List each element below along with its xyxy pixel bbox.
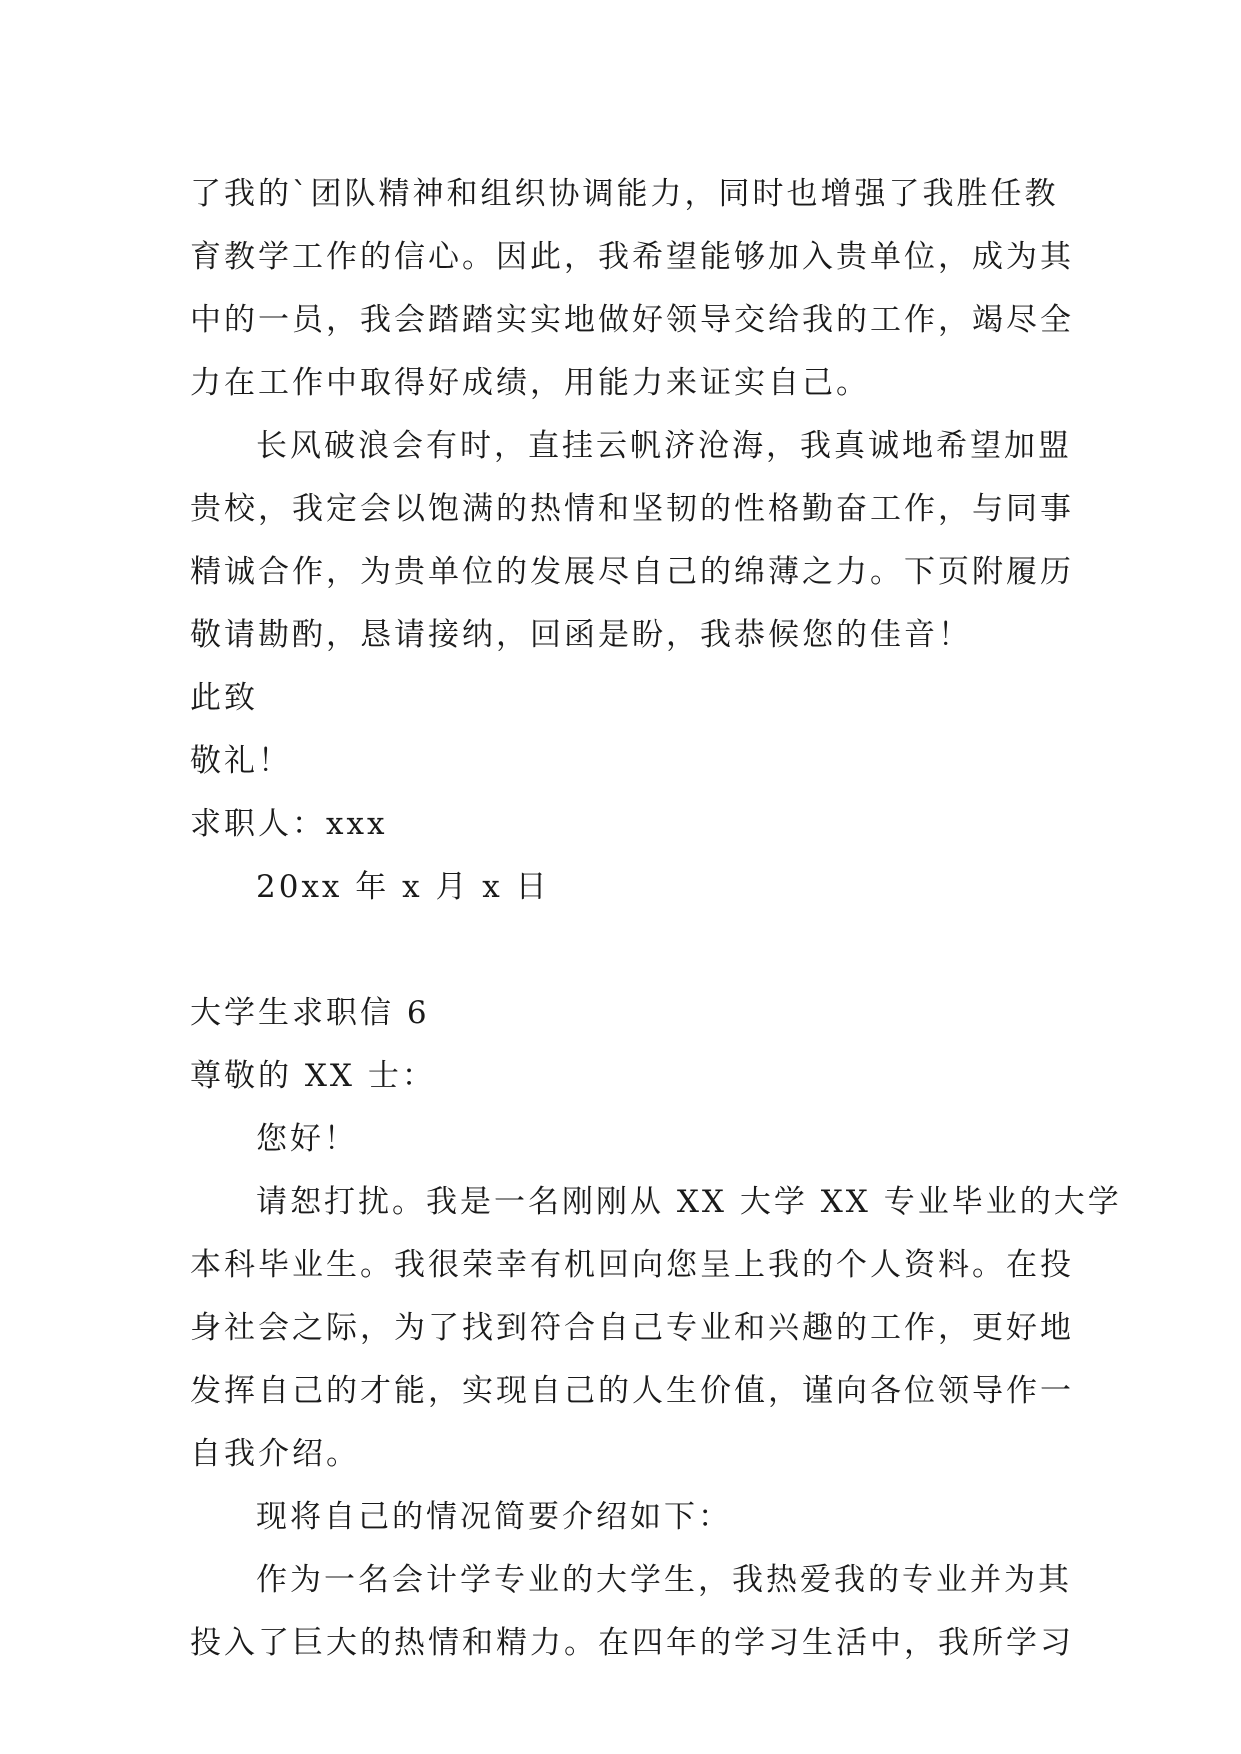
document-body: [190, 163, 1122, 1675]
paragraph-aspiration: [190, 415, 1074, 667]
text-line: 长风破浪会有时，直挂云帆济沧海，我真诚地希望加盟: [256, 428, 1072, 464]
paragraph-introduction: [190, 1171, 1122, 1486]
text-line: 请恕打扰。我是一名刚刚从 XX 大学 XX 专业毕业的大学: [256, 1184, 1122, 1220]
text-line: 身社会之际，为了找到符合自己专业和兴趣的工作，更好地: [190, 1310, 1074, 1346]
text-line: 投入了巨大的热情和精力。在四年的学习生活中，我所学习: [190, 1625, 1074, 1661]
text-line: 作为一名会计学专业的大学生，我热爱我的专业并为其: [256, 1562, 1072, 1598]
signature: 求职人：xxx: [190, 806, 388, 842]
text-line: 育教学工作的信心。因此，我希望能够加入贵单位，成为其: [190, 239, 1074, 275]
text-line: 精诚合作，为贵单位的发展尽自己的绵薄之力。下页附履历: [190, 554, 1074, 590]
text-line: 敬请勘酌，恳请接纳，回函是盼，我恭候您的佳音！: [190, 617, 972, 653]
paragraph-summary-lead: 现将自己的情况简要介绍如下：: [256, 1499, 732, 1535]
text-line: 贵校，我定会以饱满的热情和坚韧的性格勤奋工作，与同事: [190, 491, 1074, 527]
closing-line: 此致: [190, 680, 258, 716]
letter-date: 20xx 年 x 月 x 日: [256, 869, 550, 905]
salutation: 尊敬的 XX 士：: [190, 1058, 436, 1094]
text-line: 力在工作中取得好成绩，用能力来证实自己。: [190, 365, 870, 401]
text-line: 本科毕业生。我很荣幸有机回向您呈上我的个人资料。在投: [190, 1247, 1074, 1283]
greeting: 您好！: [256, 1121, 358, 1157]
paragraph-major: [190, 1549, 1074, 1675]
closing-salute: 敬礼！: [190, 743, 292, 779]
letter-title: 大学生求职信 6: [190, 995, 430, 1031]
section-spacer: [190, 919, 1060, 982]
text-line: 发挥自己的才能，实现自己的人生价值，谨向各位领导作一: [190, 1373, 1074, 1409]
text-line: 自我介绍。: [190, 1436, 360, 1472]
paragraph-team-spirit: [190, 163, 1074, 415]
text-line: 中的一员，我会踏踏实实地做好领导交给我的工作，竭尽全: [190, 302, 1074, 338]
text-line: 了我的`团队精神和组织协调能力，同时也增强了我胜任教: [190, 176, 1059, 212]
